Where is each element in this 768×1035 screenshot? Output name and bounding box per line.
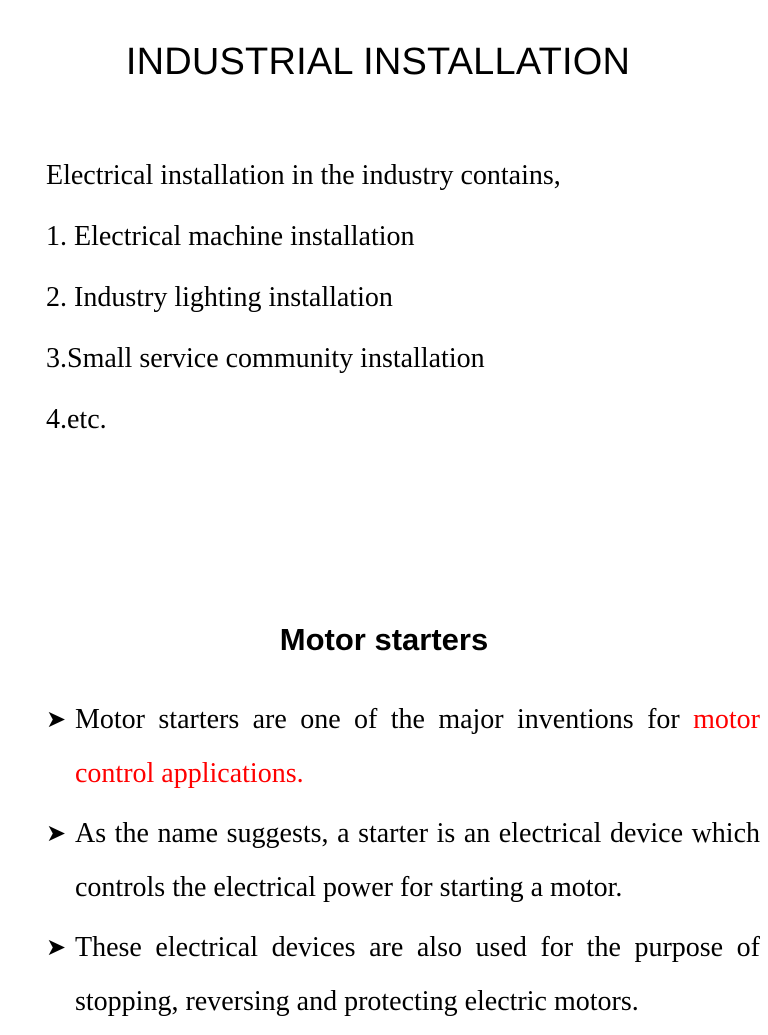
- bullet-text: These electrical devices are also used for the purpose of stopping, reversing and protecting electric motors.: [75, 932, 760, 1017]
- bullet-highlight-text: motor control applications.: [75, 704, 760, 789]
- section-heading: Motor starters: [279, 622, 489, 657]
- bullet-text: Motor starters are one of the major inventions for: [75, 704, 694, 735]
- arrowhead-bullet-icon: ➤: [46, 821, 67, 847]
- bullet-item: [46, 807, 760, 915]
- arrowhead-bullet-icon: ➤: [46, 935, 67, 961]
- bullet-item: [46, 921, 760, 1029]
- intro-item: 3.Small service community installation: [46, 343, 485, 374]
- page-title: INDUSTRIAL INSTALLATION: [125, 41, 631, 83]
- bullet-list: [46, 693, 760, 1035]
- arrowhead-bullet-icon: ➤: [46, 707, 67, 733]
- intro-item: 4.etc.: [46, 404, 107, 435]
- intro-item: 1. Electrical machine installation: [46, 221, 415, 252]
- bullet-item: [46, 693, 760, 801]
- bullet-text: As the name suggests, a starter is an electrical device which controls the electrical power for starting a motor.: [75, 818, 760, 903]
- intro-list: [46, 156, 561, 461]
- intro-lead: Electrical installation in the industry contains,: [46, 160, 561, 191]
- intro-item: 2. Industry lighting installation: [46, 282, 393, 313]
